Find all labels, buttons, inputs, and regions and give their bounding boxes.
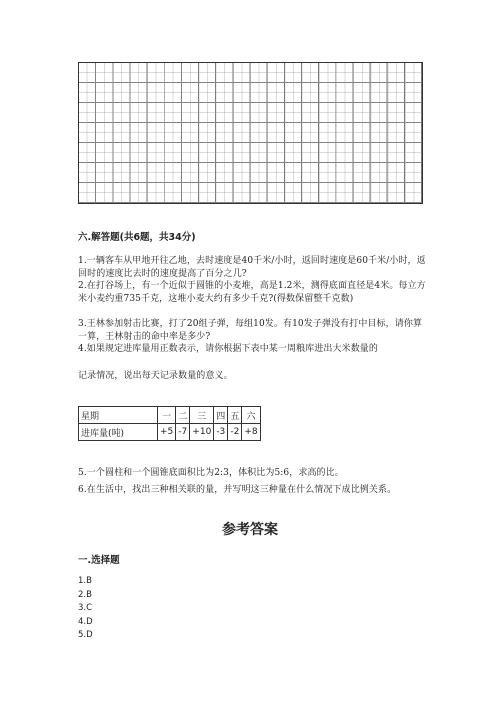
day-cell: 五 [228, 407, 242, 424]
grain-record-table [78, 406, 261, 441]
table-header-row [79, 407, 261, 424]
day-cell: 一 [158, 407, 176, 424]
section-title-answer-questions: 六.解答题(共6题，共34分) [78, 232, 196, 243]
question-2: 2.在打谷场上，有一个近似于圆锥的小麦堆，高是1.2米，测得底面直径是4米。每立方米小麦约重735千克，这堆小麦大约有多少千克?(得数保留整千克数) [78, 281, 426, 304]
answer-item: 4.D [78, 616, 93, 627]
answer-item: 5.D [78, 630, 93, 640]
answer-item: 2.B [78, 589, 92, 600]
question-1: 1.一辆客车从甲地开往乙地，去时速度是40千米/小时，返回时速度是60千米/小时，返回时的速度比去时的速度提高了百分之几? [78, 256, 426, 279]
table-header-label: 星期 [79, 407, 158, 424]
answer-list [78, 575, 93, 643]
value-cell: -7 [176, 424, 190, 441]
question-6: 6.在生活中，找出三种相关联的量，并写明这三种量在什么情况下成比例关系。 [78, 485, 397, 495]
day-cell: 二 [176, 407, 190, 424]
value-cell: -2 [228, 424, 242, 441]
answer-item: 1.B [78, 576, 92, 586]
day-cell: 六 [242, 407, 260, 424]
value-cell: +10 [190, 424, 214, 441]
question-5: 5.一个圆柱和一个圆锥底面积比为2:3，体积比为5:6，求高的比。 [78, 468, 344, 478]
question-3: 3.王林参加射击比赛，打了20组子弹，每组10发。有10发子弹没有打中目标，请你算一算，王林射击的命中率是多少? [78, 319, 423, 342]
question-4-line-2: 记录情况，说出每天记录数量的意义。 [78, 371, 233, 381]
question-4-line-1: 4.如果规定进库量用正数表示，请你根据下表中某一周粮库进出大米数量的 [78, 344, 378, 354]
value-cell: +5 [158, 424, 176, 441]
answer-item: 3.C [78, 603, 93, 613]
table-data-row [79, 424, 261, 441]
answers-title: 参考答案 [222, 522, 278, 538]
writing-grid [78, 62, 423, 204]
day-cell: 四 [214, 407, 228, 424]
answers-section-title: 一.选择题 [78, 555, 120, 566]
value-cell: +8 [242, 424, 260, 441]
value-cell: -3 [214, 424, 228, 441]
day-cell: 三 [190, 407, 214, 424]
table-row-label: 进库量(吨) [79, 424, 158, 441]
